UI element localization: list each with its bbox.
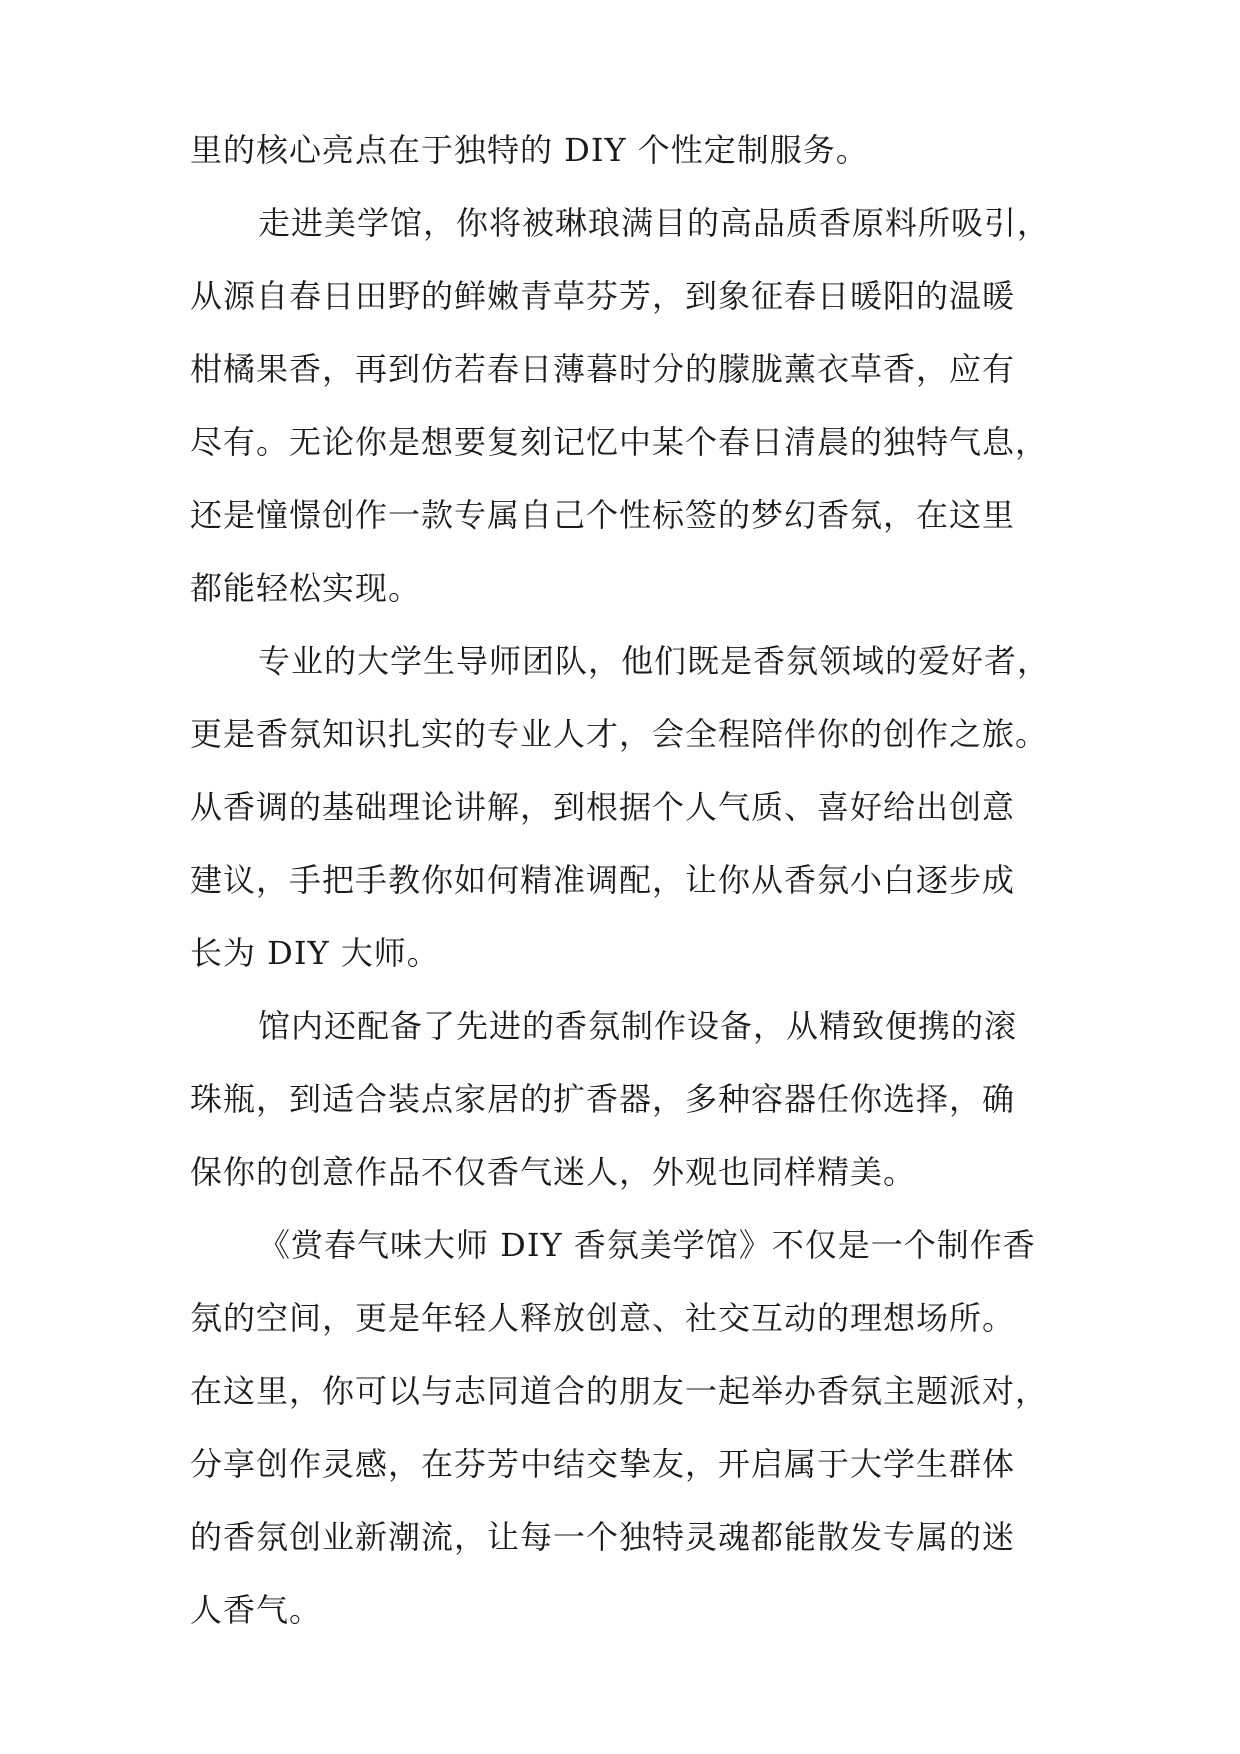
text-line: 柑橘果香，再到仿若春日薄暮时分的朦胧薰衣草香，应有 xyxy=(190,350,1016,388)
text-line: 馆内还配备了先进的香氛制作设备，从精致便携的滚 xyxy=(258,1007,1018,1045)
text-line: 专业的大学生导师团队，他们既是香氛领域的爱好者， xyxy=(258,642,1051,680)
text-line: 珠瓶，到适合装点家居的扩香器，多种容器任你选择，确 xyxy=(190,1080,1016,1118)
text-line: 尽有。无论你是想要复刻记忆中某个春日清晨的独特气息， xyxy=(190,423,1049,461)
text-line: 建议，手把手教你如何精准调配，让你从香氛小白逐步成 xyxy=(190,861,1016,899)
text-line: 更是香氛知识扎实的专业人才，会全程陪伴你的创作之旅。 xyxy=(190,715,1049,753)
text-line: 里的核心亮点在于独特的 DIY 个性定制服务。 xyxy=(190,131,869,169)
text-line: 《赏春气味大师 DIY 香氛美学馆》不仅是一个制作香 xyxy=(258,1226,1036,1264)
text-line: 氛的空间，更是年轻人释放创意、社交互动的理想场所。 xyxy=(190,1299,1016,1337)
text-line: 在这里，你可以与志同道合的朋友一起举办香氛主题派对， xyxy=(190,1372,1049,1410)
text-line: 分享创作灵感，在芬芳中结交挚友，开启属于大学生群体 xyxy=(190,1445,1016,1483)
text-line: 的香氛创业新潮流，让每一个独特灵魂都能散发专属的迷 xyxy=(190,1518,1016,1556)
text-line: 还是憧憬创作一款专属自己个性标签的梦幻香氛，在这里 xyxy=(190,496,1016,534)
text-line: 走进美学馆，你将被琳琅满目的高品质香原料所吸引， xyxy=(258,204,1051,242)
text-line: 长为 DIY 大师。 xyxy=(190,934,440,972)
text-line: 从源自春日田野的鲜嫩青草芬芳，到象征春日暖阳的温暖 xyxy=(190,277,1016,315)
text-line: 从香调的基础理论讲解，到根据个人气质、喜好给出创意 xyxy=(190,788,1016,826)
text-line: 人香气。 xyxy=(190,1591,323,1629)
text-line: 保你的创意作品不仅香气迷人，外观也同样精美。 xyxy=(190,1153,917,1191)
text-line: 都能轻松实现。 xyxy=(190,569,422,607)
